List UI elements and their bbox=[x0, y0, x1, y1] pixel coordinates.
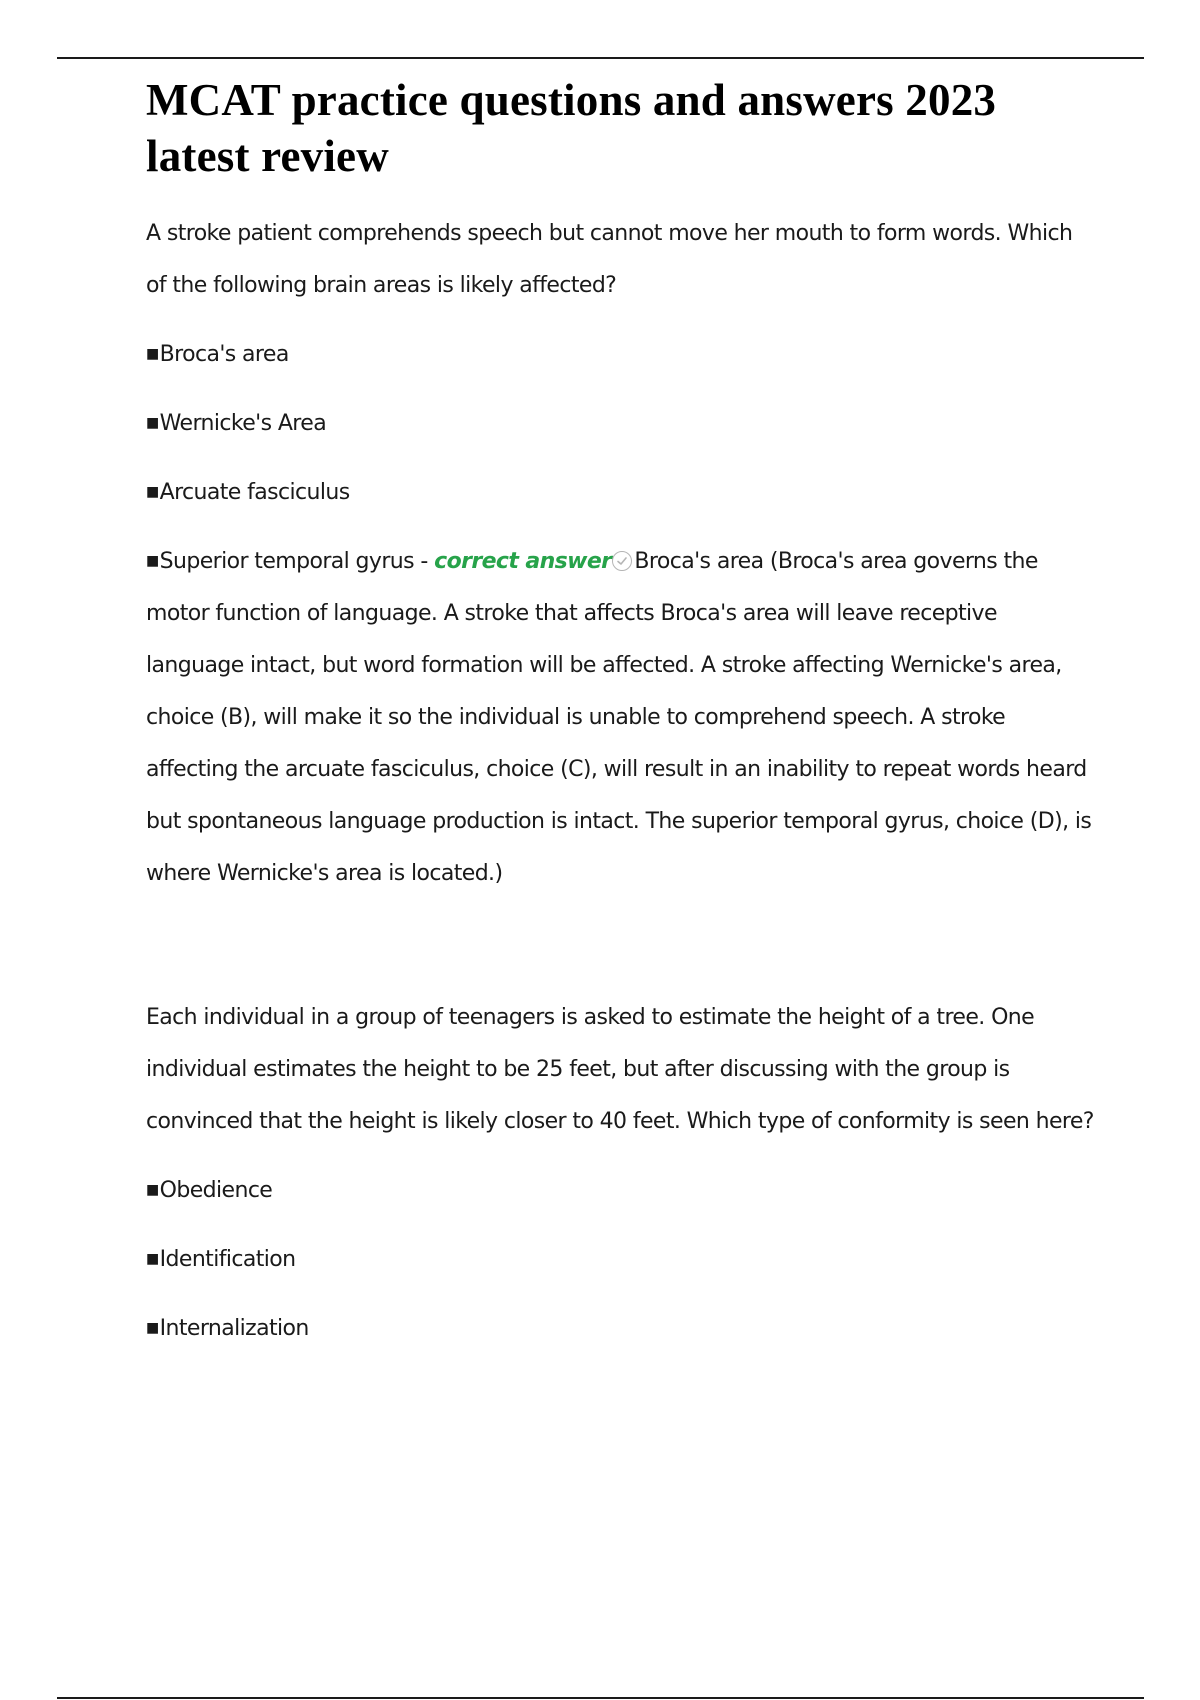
bullet-icon: ■ bbox=[146, 415, 159, 431]
question-1-text: A stroke patient comprehends speech but cannot move her mouth to form words. Which of the following brain areas is likely affected? bbox=[146, 221, 1073, 298]
bullet-icon: ■ bbox=[146, 553, 159, 569]
question-1-option-a bbox=[146, 328, 1096, 381]
bullet-icon: ■ bbox=[146, 1182, 159, 1198]
option-label: Obedience bbox=[159, 1178, 273, 1203]
bullet-icon: ■ bbox=[146, 484, 159, 500]
answer-explanation: Broca's area (Broca's area governs the motor function of language. A stroke that affects Broca's area will leave receptive language intact, but word formation will be affected. A stroke affecting Wernicke's area, choice (B), will make it so the individual is unable to comprehend speech. A stroke affecting the arcuate fasciculus, choice (C), will result in an inability to repeat words heard but spontaneous language production is intact. The superior temporal gyrus, choice (D), is where Wernicke's area is located.) bbox=[146, 549, 1092, 886]
option-label: Internalization bbox=[159, 1316, 309, 1341]
option-label: Wernicke's Area bbox=[159, 411, 327, 436]
question-2-option-b bbox=[146, 1233, 1096, 1286]
question-1-option-d-with-answer bbox=[146, 535, 1096, 900]
option-label: Arcuate fasciculus bbox=[159, 480, 350, 505]
bullet-icon: ■ bbox=[146, 346, 159, 362]
correct-answer-label: correct answer bbox=[434, 549, 612, 574]
bottom-rule bbox=[57, 1697, 1144, 1699]
question-2-text: Each individual in a group of teenagers is asked to estimate the height of a tree. One individual estimates the height to be 25 feet, but after discussing with the group is convinced that the height is likely closer to 40 feet. Which type of conformity is seen here? bbox=[146, 1005, 1094, 1134]
question-2-option-c bbox=[146, 1302, 1096, 1355]
document-body bbox=[146, 72, 1096, 1371]
option-label: Broca's area bbox=[159, 342, 289, 367]
question-2-option-a bbox=[146, 1164, 1096, 1217]
option-label: Superior temporal gyrus - bbox=[159, 549, 435, 574]
document-title: MCAT practice questions and answers 2023 latest review bbox=[146, 75, 997, 181]
question-1-option-c bbox=[146, 466, 1096, 519]
top-rule bbox=[57, 57, 1144, 59]
option-label: Identification bbox=[159, 1247, 296, 1272]
question-1-option-b bbox=[146, 397, 1096, 450]
check-circle-icon bbox=[612, 551, 632, 571]
bullet-icon: ■ bbox=[146, 1320, 159, 1336]
section-spacer bbox=[146, 916, 1096, 992]
bullet-icon: ■ bbox=[146, 1251, 159, 1267]
